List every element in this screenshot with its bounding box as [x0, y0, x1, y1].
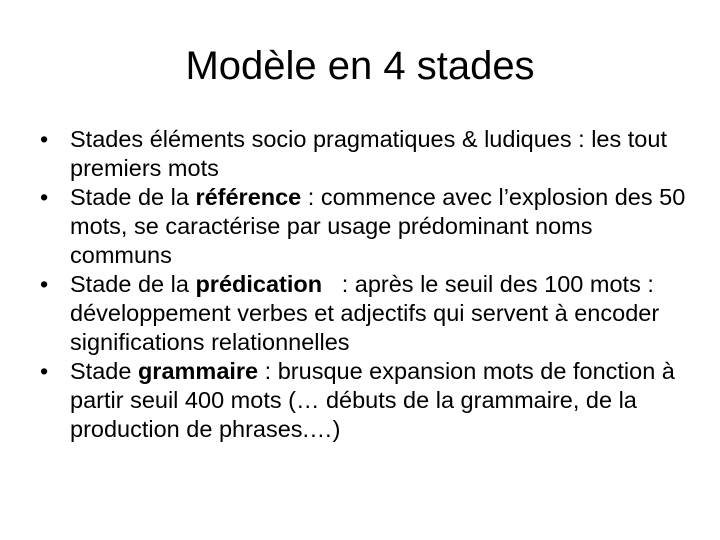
bullet-item-2: [40, 183, 690, 270]
bullet-bold-term: référence: [195, 184, 302, 210]
bullet-dot: •: [40, 184, 49, 210]
bullet-dot: •: [40, 358, 49, 384]
bullet-text-pre: Stade de la: [70, 271, 196, 297]
bullet-text-pre: Stade: [70, 358, 138, 384]
bullet-list: [40, 125, 690, 444]
bullet-item-4: [40, 357, 690, 444]
bullet-item-3: [40, 270, 690, 357]
bullet-dot: •: [40, 126, 49, 152]
bullet-bold-term: grammaire: [137, 358, 259, 384]
bullet-text-pre: Stade de la: [70, 184, 196, 210]
slide-title: Modèle en 4 stades: [185, 44, 535, 88]
bullet-text-post: : brusque expansion mots de fonction à partir seuil 400 mots (… débuts de la grammaire, de la production de phrases.…): [70, 358, 675, 442]
bullet-item-1: [40, 125, 690, 183]
bullet-text: Stades éléments socio pragmatiques & ludiques : les tout premiers mots: [70, 126, 667, 181]
bullet-bold-term: prédication: [195, 271, 323, 297]
bullet-text-post: : après le seuil des 100 mots : développement verbes et adjectifs qui servent à encoder significations relationnelles: [70, 271, 666, 355]
bullet-text-post: : commence avec l’explosion des 50 mots, se caractérise par usage prédominant noms communs: [70, 184, 686, 268]
bullet-dot: •: [40, 271, 49, 297]
